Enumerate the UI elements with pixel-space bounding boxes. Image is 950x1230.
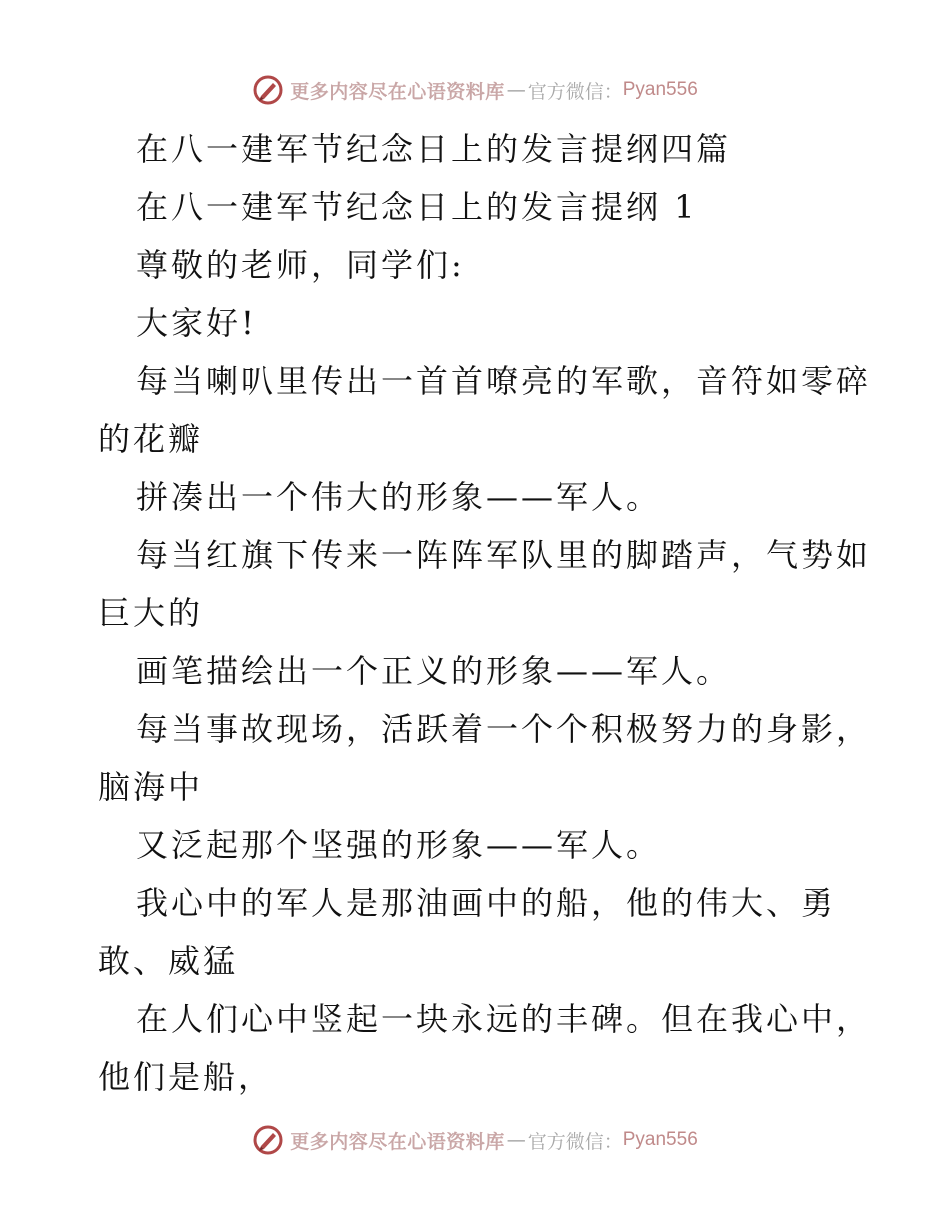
paragraph-line: 又泛起那个坚强的形象——军人。 (136, 826, 662, 864)
paragraph-line: 脑海中 (98, 768, 204, 806)
footer-banner (0, 1120, 950, 1160)
paragraph-line: 拼凑出一个伟大的形象——军人。 (136, 478, 662, 516)
banner-text: 更多内容尽在心语资料库 (290, 80, 505, 103)
paragraph-line: 每当红旗下传来一阵阵军队里的脚踏声，气势如 (136, 536, 872, 574)
pen-circle-logo-icon (252, 74, 284, 106)
document-body (98, 120, 872, 1106)
paragraph-line: 他们是船， (98, 1058, 274, 1096)
paragraph-line: 每当喇叭里传出一首首嘹亮的军歌，音符如零碎 (136, 362, 872, 400)
banner-dash: — (506, 79, 526, 101)
banner-wechat-id: Pyan556 (622, 1129, 698, 1150)
banner-wechat-id: Pyan556 (622, 79, 698, 100)
paragraph-line: 的花瓣 (98, 420, 204, 458)
paragraph-line: 每当事故现场，活跃着一个个积极努力的身影， (136, 710, 872, 748)
section-heading: 在八一建军节纪念日上的发言提纲 1 (136, 188, 698, 226)
paragraph-line: 敢、威猛 (98, 942, 239, 980)
banner-text: 更多内容尽在心语资料库 (290, 1130, 505, 1153)
paragraph-line: 巨大的 (98, 594, 204, 632)
salutation: 尊敬的老师，同学们: (136, 246, 465, 284)
header-banner (0, 70, 950, 110)
banner-wechat-label: 官方微信： (527, 80, 623, 103)
document-title: 在八一建军节纪念日上的发言提纲四篇 (136, 130, 732, 168)
paragraph-line: 画笔描绘出一个正义的形象——军人。 (136, 652, 732, 690)
paragraph-line: 我心中的军人是那油画中的船，他的伟大、勇 (136, 884, 837, 922)
pen-circle-logo-icon (252, 1124, 284, 1156)
banner-dash: — (506, 1129, 526, 1151)
greeting: 大家好! (136, 304, 257, 342)
paragraph-line: 在人们心中竖起一块永远的丰碑。但在我心中， (136, 1000, 872, 1038)
banner-wechat-label: 官方微信： (527, 1130, 623, 1153)
